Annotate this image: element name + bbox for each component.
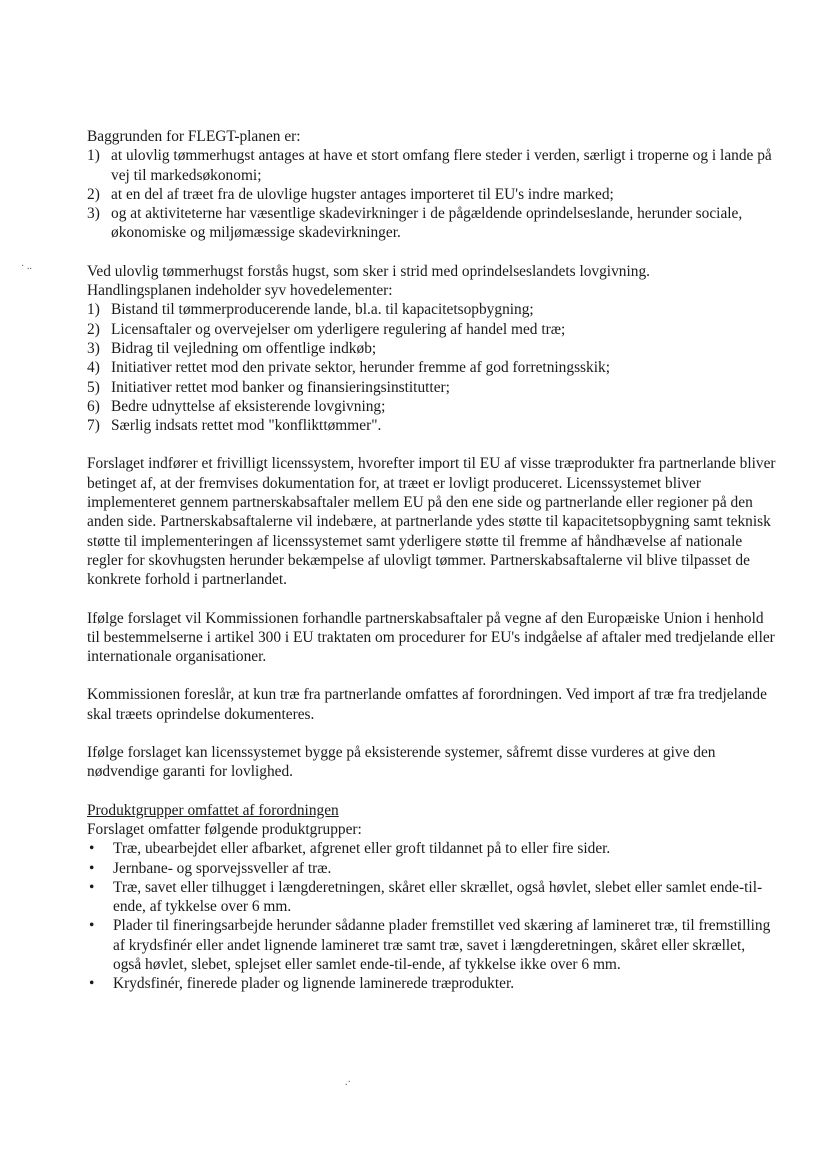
product-item [87, 859, 777, 878]
document-body [87, 127, 777, 994]
product-item [87, 916, 777, 974]
item-text: Initiativer rettet mod banker og finansieringsinstitutter; [111, 378, 450, 396]
intro-item [87, 146, 777, 185]
item-number: 2) [87, 320, 100, 338]
bullet-icon: • [89, 975, 95, 993]
intro-title: Baggrunden for FLEGT-planen er: [87, 128, 301, 145]
scan-speck: .· [345, 1077, 351, 1088]
item-text: Jernbane- og sporvejssveller af træ. [113, 859, 332, 877]
intro-item [87, 185, 777, 204]
item-text: Bidrag til vejledning om offentlige indkøb; [111, 339, 377, 357]
element-item [87, 397, 777, 416]
item-text: Plader til fineringsarbejde herunder sådanne plader fremstillet ved skæring af lamineret træ, til fremstilling af krydsfinér eller andet lignende lamineret træ samt træ, savet i længderetningen, skåret eller skrællet, også høvlet, slebet, splejset eller samlet ende-til-ende, af tykkelse ikke over 6 mm. [113, 917, 771, 973]
element-item [87, 320, 777, 339]
element-item [87, 339, 777, 358]
paragraph-licenssystem: Forslaget indfører et frivilligt licenssystem, hvorefter import til EU af visse træprodukter fra partnerlande bliver betinget af, at der fremvises dokumentation for, at træet er lovligt produceret. Licenssystemet bliver implementeret gennem partnerskabsaftaler mellem EU på den ene side og partnerlande eller regioner på den anden side. Partnerskabsaftalerne vil indebære, at partnerlande ydes støtte til kapacitetsopbygning samt teknisk støtte til implementeringen af licenssystemet samt yderligere støtte til fremme af håndhævelse af nationale regler for skovhugsten herunder bekæmpelse af ulovligt tømmer. Partnerskabsaftalerne vil blive tilpasset de konkrete forhold i partnerlandet. [87, 455, 776, 589]
product-item [87, 878, 777, 917]
item-text: at en del af træet fra de ulovlige hugster antages importeret til EU's indre marked; [111, 185, 614, 203]
paragraph-kommission-foreslaar: Kommissionen foreslår, at kun træ fra partnerlande omfattes af forordningen. Ved import af træ fra tredjelande skal træets oprindelse dokumenteres. [87, 686, 767, 723]
item-text: Træ, ubearbejdet eller afbarket, afgrenet eller groft tildannet på to eller fire sider. [113, 840, 611, 858]
products-intro: Forslaget omfatter følgende produktgrupper: [87, 820, 362, 838]
product-list [87, 839, 777, 993]
item-text: Bistand til tømmerproducerende lande, bl.a. til kapacitetsopbygning; [111, 301, 534, 319]
definition-line: Ved ulovlig tømmerhugst forstås hugst, som sker i strid med oprindelseslandets lovgivning. [87, 262, 650, 280]
item-number: 1) [87, 301, 100, 319]
item-text: og at aktiviteterne har væsentlige skadevirkninger i de pågældende oprindelseslande, herunder sociale, økonomiske og miljømæssige skadevirkninger. [111, 205, 743, 242]
bullet-icon: • [89, 917, 95, 935]
element-item [87, 378, 777, 397]
bullet-icon: • [89, 878, 95, 896]
item-text: Særlig indsats rettet mod "konflikttømmer". [111, 417, 382, 435]
item-text: Bedre udnyttelse af eksisterende lovgivning; [111, 397, 386, 415]
product-item [87, 974, 777, 993]
bullet-icon: • [89, 859, 95, 877]
paragraph-kommission-forhandle: Ifølge forslaget vil Kommissionen forhandle partnerskabsaftaler på vegne af den Europæiske Union i henhold til bestemmelserne i artikel 300 i EU traktaten om procedurer for EU's indgåelse af aftaler med tredjelande eller internationale organisationer. [87, 609, 775, 666]
section-heading-produktgrupper: Produktgrupper omfattet af forordningen [87, 801, 339, 819]
item-text: at ulovlig tømmerhugst antages at have et stort omfang flere steder i verden, særligt i troperne og i lande på vej til markedsøkonomi; [111, 147, 772, 184]
intro-list [87, 146, 777, 242]
paragraph-eksisterende-systemer: Ifølge forslaget kan licenssystemet bygge på eksisterende systemer, såfremt disse vurderes at give den nødvendige garanti for lovlighed. [87, 744, 716, 781]
item-number: 3) [87, 339, 100, 357]
item-number: 4) [87, 359, 100, 377]
item-text: Krydsfinér, finerede plader og lignende laminerede træprodukter. [113, 975, 515, 993]
item-number: 5) [87, 378, 100, 396]
item-number: 3) [87, 205, 100, 223]
bullet-icon: • [89, 840, 95, 858]
handlingsplan-line: Handlingsplanen indeholder syv hovedelementer: [87, 282, 393, 300]
item-text: Initiativer rettet mod den private sektor, herunder fremme af god forretningsskik; [111, 359, 610, 377]
element-item [87, 358, 777, 377]
item-number: 6) [87, 397, 100, 415]
item-number: 2) [87, 185, 100, 203]
element-item [87, 416, 777, 435]
element-item [87, 300, 777, 319]
product-item [87, 839, 777, 858]
scan-speck: · .. [21, 261, 32, 272]
item-number: 1) [87, 147, 100, 165]
main-elements-list [87, 300, 777, 435]
item-number: 7) [87, 417, 100, 435]
item-text: Træ, savet eller tilhugget i længderetningen, skåret eller skrællet, også høvlet, slebet eller samlet ende-til-ende, af tykkelse over 6 mm. [113, 878, 763, 916]
item-text: Licensaftaler og overvejelser om yderligere regulering af handel med træ; [111, 320, 566, 338]
intro-item [87, 204, 777, 243]
